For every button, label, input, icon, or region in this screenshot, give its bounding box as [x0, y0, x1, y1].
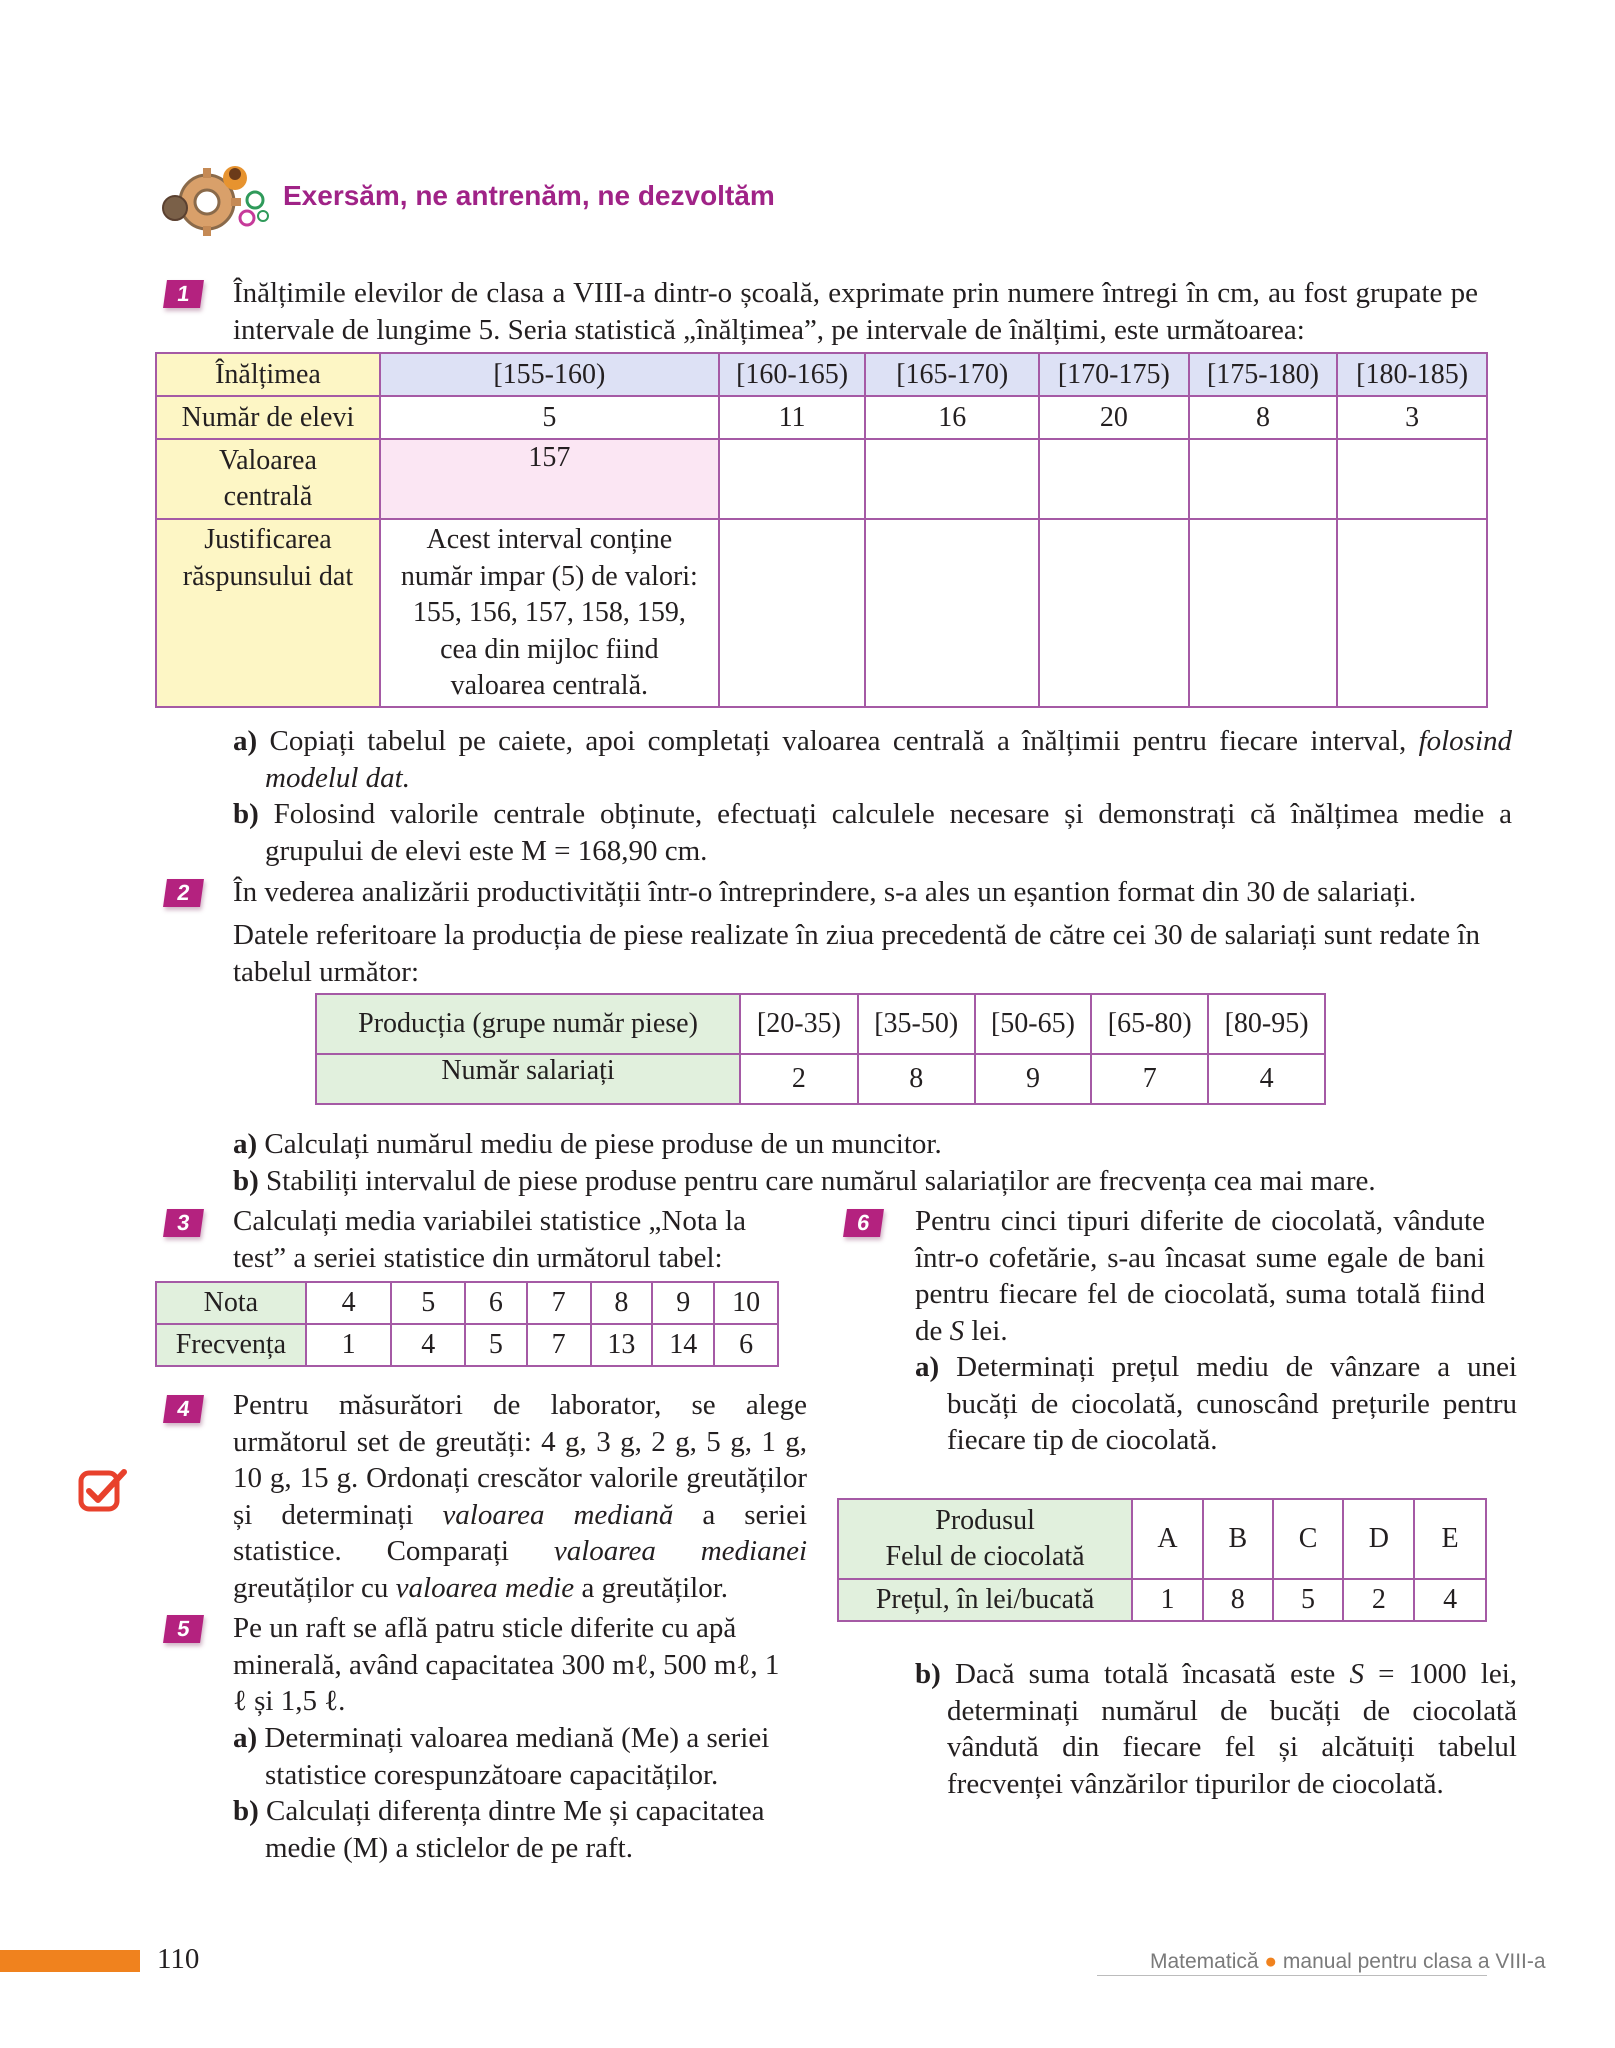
table-cell: 8: [858, 1054, 975, 1104]
exercise-2a-text: Calculați numărul mediu de piese produse de un muncitor.: [264, 1128, 942, 1160]
exercise-6b-t2: = 1000 lei, determinați numărul de bucăți de ciocolată vândută din fiecare fel și alcătuiți tabelul frecvenței vânzărilor tipurilor de ciocolată.: [947, 1658, 1518, 1800]
exercise-4-t6: valoarea medie: [395, 1571, 575, 1604]
table-cell: [1039, 439, 1189, 519]
label-a: a): [233, 1128, 258, 1160]
row-label-frequency: Frecvența: [156, 1324, 306, 1366]
table-cell: 10: [714, 1282, 778, 1324]
exercise-1a-text: Copiați tabelul pe caiete, apoi completați valoarea centrală a înălțimii pentru fiecare interval,: [269, 725, 1407, 757]
table-cell: [1189, 519, 1338, 707]
row-label-justification: [156, 519, 380, 707]
table-cell: E: [1414, 1499, 1486, 1579]
exercise-6-t1: Pentru cinci tipuri diferite de ciocolată, vândute într-o cofetărie, s-au încasat sume egale de bani pentru fiecare fel de ciocolată, suma totală fiind de: [915, 1205, 1485, 1347]
exercise-4-text: [233, 1387, 807, 1606]
chocolate-table: [837, 1498, 1487, 1622]
table-cell: 7: [527, 1282, 591, 1324]
table-cell: 2: [740, 1054, 858, 1104]
table-cell: 5: [380, 396, 719, 439]
table-cell: 4: [1414, 1579, 1486, 1621]
page-number: 110: [157, 1943, 200, 1975]
exercise-number-badge: 5: [163, 1615, 204, 1643]
exercise-6-t2: lei.: [971, 1314, 1008, 1347]
row-label-price: Prețul, în lei/bucată: [838, 1579, 1132, 1621]
table-cell: [160-165): [719, 353, 866, 396]
production-table: [315, 993, 1326, 1105]
row-label-employees: Număr salariați: [316, 1054, 740, 1104]
height-table: [155, 352, 1488, 708]
exercise-2-line1: În vederea analizării productivității într-o întreprindere, s-a ales un eșantion format din 30 de salariați.: [233, 876, 1417, 908]
exercise-1b: [233, 796, 1512, 869]
exercise-number-badge: 6: [843, 1209, 884, 1237]
exercise-6-text: [915, 1203, 1485, 1349]
grades-table: [155, 1281, 779, 1367]
footer-subtitle: manual pentru clasa a VIII-a: [1282, 1950, 1546, 1973]
exercise-5b: [233, 1793, 837, 1866]
row-label-height: Înălțimea: [156, 353, 380, 396]
table-cell: [50-65): [975, 994, 1092, 1054]
label-b: b): [233, 1165, 259, 1197]
table-cell: [35-50): [858, 994, 975, 1054]
table-cell: 6: [714, 1324, 778, 1366]
table-cell: [1337, 439, 1487, 519]
exercise-4-t1: Pentru măsurători de laborator, se alege următorul set de greutăți: 4 g, 3 g, 2 g, 5 g, 1 g, 10 g, 15 g. Ordonați crescător valorile greutăților și determinați: [233, 1389, 807, 1531]
label-a: a): [233, 725, 258, 757]
table-cell: [175-180): [1189, 353, 1338, 396]
footer-book-title: [1150, 1950, 1546, 1974]
table-cell: [1189, 439, 1338, 519]
checkmark-icon: [78, 1466, 130, 1514]
table-cell: [170-175): [1039, 353, 1189, 396]
exercise-6-var: S: [949, 1314, 965, 1347]
exercise-6b-t1: Dacă suma totală încasată este: [954, 1658, 1336, 1690]
label-a: a): [233, 1722, 258, 1754]
exercise-4-t5: greutăților cu: [233, 1571, 389, 1604]
label-b: b): [233, 1795, 259, 1827]
table-cell: C: [1273, 1499, 1344, 1579]
product-header-line2: Felul de ciocolată: [885, 1541, 1085, 1572]
table-cell: 4: [391, 1324, 465, 1366]
exercise-2b: [233, 1163, 1493, 1200]
table-cell: 8: [1189, 396, 1338, 439]
label-a: a): [915, 1351, 940, 1383]
table-cell: [80-95): [1208, 994, 1325, 1054]
row-label-central: [156, 439, 380, 519]
table-cell: [865, 519, 1039, 707]
row-label-grade: Nota: [156, 1282, 306, 1324]
exercise-2a: [233, 1126, 1480, 1163]
table-cell: A: [1132, 1499, 1203, 1579]
exercise-4-t2: valoarea mediană: [442, 1498, 674, 1531]
label-b: b): [915, 1658, 941, 1690]
table-cell: 3: [1337, 396, 1487, 439]
exercise-2-line2: Datele referitoare la producția de piese realizate în ziua precedentă de către cei 30 de salariați sunt redate în tabelul următor:: [233, 919, 1480, 988]
table-cell: 14: [652, 1324, 714, 1366]
table-cell: [155-160): [380, 353, 719, 396]
table-cell: 5: [1273, 1579, 1344, 1621]
footer-rule: [1097, 1975, 1487, 1976]
exercise-1-text: Înălțimile elevilor de clasa a VIII-a dintr-o școală, exprimate prin numere întregi în cm, au fost grupate pe intervale de lungime 5. Seria statistică „înălțimea”, pe intervale de înălțimi, este următoarea:: [233, 277, 1478, 346]
table-cell: 16: [865, 396, 1039, 439]
row-label-central-text: Valoarea centrală: [218, 445, 317, 512]
table-cell: [165-170): [865, 353, 1039, 396]
table-cell: [865, 439, 1039, 519]
table-cell: 5: [465, 1324, 527, 1366]
exercise-6b-var: S: [1349, 1658, 1364, 1690]
exercise-5a-text: Determinați valoarea mediană (Me) a seriei statistice corespunzătoare capacităților.: [264, 1722, 770, 1791]
table-cell: 157: [380, 439, 719, 519]
table-cell: D: [1343, 1499, 1414, 1579]
section-title: Exersăm, ne antrenăm, ne dezvoltăm: [283, 180, 775, 211]
exercise-1a-italic: folosind modelul dat.: [265, 725, 1513, 794]
product-header: [838, 1499, 1132, 1579]
table-cell: 2: [1343, 1579, 1414, 1621]
table-cell: B: [1203, 1499, 1273, 1579]
table-cell: 4: [306, 1282, 392, 1324]
table-cell: 9: [652, 1282, 714, 1324]
table-cell: [719, 439, 866, 519]
table-cell: 11: [719, 396, 866, 439]
label-b: b): [233, 798, 259, 830]
row-label-justification-text: Justificarea răspunsului dat: [182, 524, 354, 592]
table-cell: 20: [1039, 396, 1189, 439]
footer-subject: Matematică: [1150, 1950, 1259, 1973]
exercise-5b-text: Calculați diferența dintre Me și capacitatea medie (M) a sticlelor de pe raft.: [265, 1795, 765, 1864]
header-gear-icon: [155, 160, 270, 240]
table-cell: [180-185): [1337, 353, 1487, 396]
table-cell: 1: [1132, 1579, 1203, 1621]
table-cell: [20-35): [740, 994, 858, 1054]
footer-bullet-icon: ●: [1264, 1950, 1278, 1973]
exercise-5a: [233, 1720, 837, 1793]
table-cell: 7: [1091, 1054, 1208, 1104]
exercise-1a: [233, 723, 1512, 796]
exercise-number-badge: 4: [163, 1395, 204, 1423]
exercise-1b-text: Folosind valorile centrale obținute, efectuați calculele necesare și demonstrați că înălțimea medie a grupului de elevi este M = 168,90 cm.: [265, 798, 1512, 867]
exercise-number-badge: 2: [163, 879, 204, 907]
table-cell: 5: [391, 1282, 465, 1324]
justification-text: Acest interval conține număr impar (5) de valori: 155, 156, 157, 158, 159, cea din mijloc fiind valoarea centrală.: [400, 524, 698, 701]
exercise-number-badge: 1: [163, 280, 204, 308]
exercise-6a-text: Determinați prețul mediu de vânzare a unei bucăți de ciocolată, cunoscând prețurile pentru fiecare tip de ciocolată.: [947, 1351, 1517, 1456]
product-header-line1: Produsul: [935, 1505, 1035, 1536]
table-cell: 7: [527, 1324, 591, 1366]
exercise-6b: [915, 1656, 1517, 1802]
table-cell: 4: [1208, 1054, 1325, 1104]
table-cell: 8: [591, 1282, 653, 1324]
exercise-3-text: Calculați media variabilei statistice „Nota la test” a seriei statistice din următorul tabel:: [233, 1205, 746, 1274]
exercise-4-t7: a greutăților.: [581, 1571, 728, 1604]
exercise-6a: [915, 1349, 1517, 1459]
table-cell: 8: [1203, 1579, 1273, 1621]
table-cell: [380, 519, 719, 707]
table-cell: 13: [591, 1324, 653, 1366]
table-cell: 1: [306, 1324, 392, 1366]
row-label-production: Producția (grupe număr piese): [316, 994, 740, 1054]
table-cell: 6: [465, 1282, 527, 1324]
exercise-5-text: Pe un raft se află patru sticle diferite cu apă minerală, având capacitatea 300 mℓ, 500 mℓ, 1 ℓ și 1,5 ℓ.: [233, 1612, 780, 1717]
exercise-4-t4: valoarea medianei: [553, 1535, 808, 1567]
row-label-count: Număr de elevi: [156, 396, 380, 439]
exercise-number-badge: 3: [163, 1209, 204, 1237]
table-cell: [1337, 519, 1487, 707]
table-cell: 9: [975, 1054, 1092, 1104]
exercise-2b-text: Stabiliți intervalul de piese produse pentru care numărul salariaților are frecvența cea mai mare.: [266, 1165, 1376, 1197]
footer-bar: [0, 1950, 140, 1972]
table-cell: [1039, 519, 1189, 707]
table-cell: [719, 519, 866, 707]
table-cell: [65-80): [1091, 994, 1208, 1054]
exercise-4-t3: a seriei statistice. Comparați: [233, 1498, 808, 1567]
